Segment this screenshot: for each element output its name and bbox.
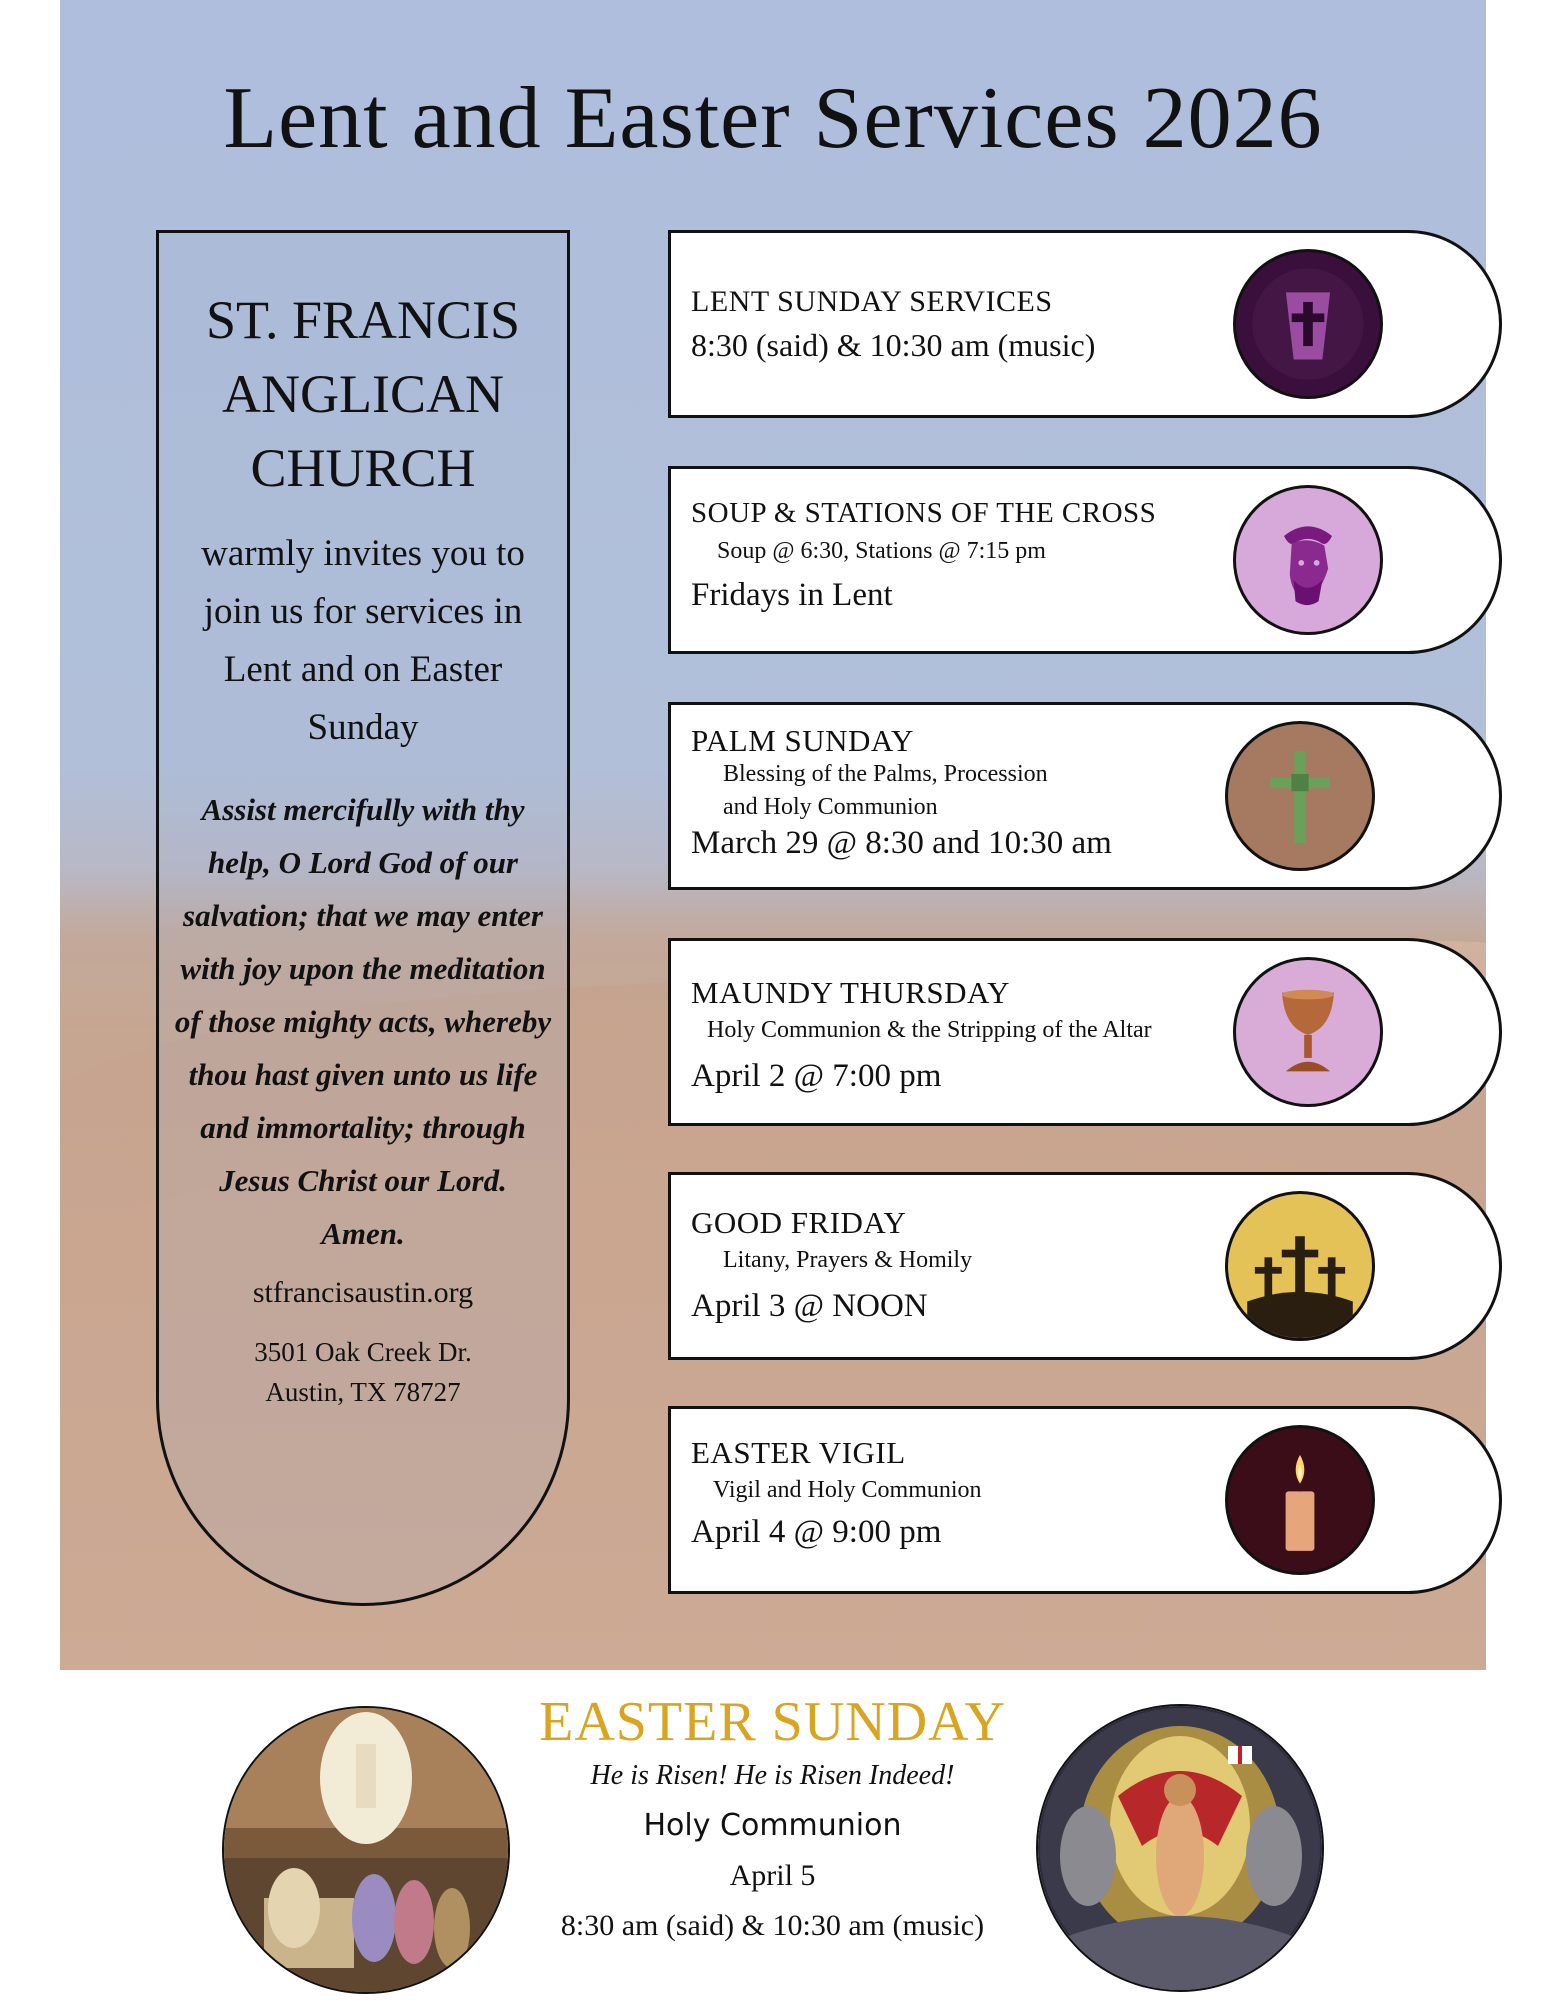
palm-cross-icon — [1225, 721, 1375, 871]
invitation-text: warmly invites you to join us for services in Lent and on Easter Sunday — [201, 533, 525, 748]
risen-christ-painting — [1036, 1704, 1324, 1992]
service-card-good-friday — [668, 1172, 1408, 1360]
service-subtitle: Blessing of the Palms, Procession — [723, 761, 1048, 787]
candle-icon — [1225, 1425, 1375, 1575]
card-text — [691, 941, 1308, 1095]
chalice-icon — [1233, 957, 1383, 1107]
card-text — [691, 705, 1308, 862]
easter-tagline: He is Risen! He is Risen Indeed! — [590, 1760, 955, 1791]
card-text — [691, 1175, 1308, 1325]
service-card-easter-vigil — [668, 1406, 1408, 1594]
service-card-soup-stations — [668, 466, 1408, 654]
address-line: 3501 Oak Creek Dr. — [254, 1337, 472, 1367]
page-title: Lent and Easter Services 2026 — [223, 70, 1323, 167]
service-title: PALM SUNDAY — [691, 723, 914, 758]
service-time: April 3 @ NOON — [691, 1288, 928, 1324]
service-title: GOOD FRIDAY — [691, 1205, 907, 1240]
church-name-line: CHURCH — [250, 438, 476, 498]
amen-text: Amen. — [321, 1216, 405, 1251]
church-name-line: ST. FRANCIS — [205, 290, 521, 350]
service-subtitle: Litany, Prayers & Homily — [723, 1247, 973, 1273]
card-text — [691, 469, 1308, 614]
service-card-lent-sunday — [668, 230, 1408, 418]
easter-service: Holy Communion — [643, 1808, 902, 1843]
address-line: Austin, TX 78727 — [265, 1377, 461, 1407]
service-card-maundy-thursday — [668, 938, 1408, 1126]
collect-prayer: Assist mercifully with thy help, O Lord God of our salvation; that we may enter with joy upon the meditation of those mighty acts, whereby thou hast given unto us life and immortality; through Jesus Christ our Lord. — [174, 792, 552, 1198]
service-time: Fridays in Lent — [691, 577, 893, 613]
crown-of-thorns-icon — [1233, 485, 1383, 635]
service-subtitle: Vigil and Holy Communion — [713, 1477, 982, 1503]
ash-cross-icon — [1233, 249, 1383, 399]
easter-times: 8:30 am (said) & 10:30 am (music) — [560, 1909, 985, 1942]
service-title: SOUP & STATIONS OF THE CROSS — [691, 497, 1157, 529]
service-title: EASTER VIGIL — [691, 1435, 906, 1470]
card-text — [691, 233, 1308, 364]
service-time: April 4 @ 9:00 pm — [691, 1514, 942, 1550]
church-name — [159, 283, 567, 505]
service-time: 8:30 (said) & 10:30 am (music) — [691, 327, 1096, 363]
three-crosses-icon — [1225, 1191, 1375, 1341]
service-title: MAUNDY THURSDAY — [691, 975, 1010, 1010]
easter-date: April 5 — [729, 1859, 816, 1892]
service-card-palm-sunday — [668, 702, 1408, 890]
website-link[interactable]: stfrancisaustin.org — [252, 1276, 474, 1309]
resurrection-painting — [222, 1706, 510, 1994]
service-title: LENT SUNDAY SERVICES — [691, 285, 1053, 318]
church-panel — [156, 230, 570, 1606]
address — [159, 1332, 567, 1412]
service-subtitle: Soup @ 6:30, Stations @ 7:15 pm — [717, 538, 1046, 564]
service-time: April 2 @ 7:00 pm — [691, 1058, 942, 1094]
easter-title: EASTER SUNDAY — [539, 1691, 1006, 1753]
service-time: March 29 @ 8:30 and 10:30 am — [691, 825, 1112, 861]
service-subtitle: Holy Communion & the Stripping of the Altar — [707, 1017, 1152, 1043]
service-subtitle: and Holy Communion — [723, 794, 938, 820]
church-name-line: ANGLICAN — [222, 364, 504, 424]
card-text — [691, 1409, 1308, 1551]
